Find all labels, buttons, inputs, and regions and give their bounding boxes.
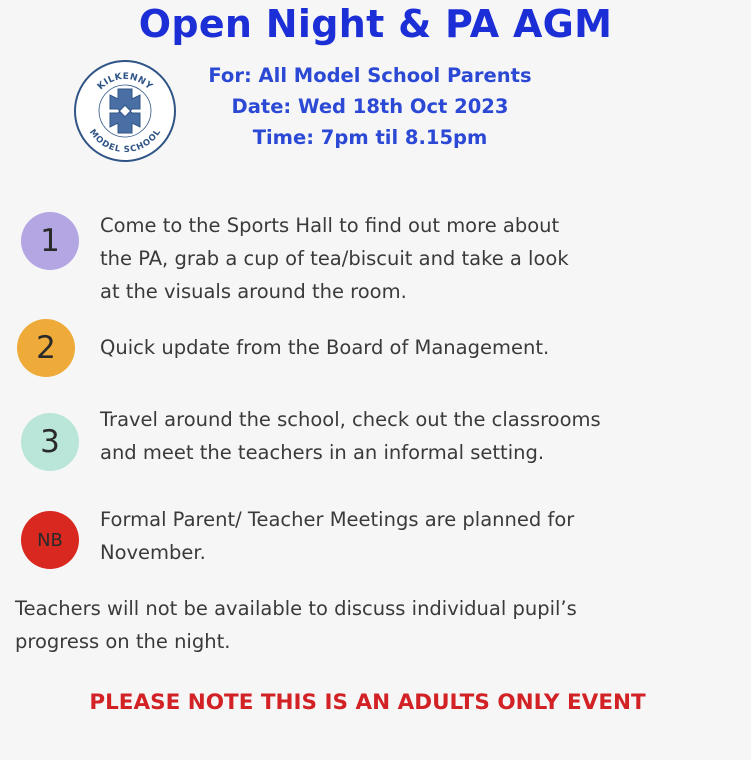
nb-badge: NB	[21, 511, 79, 569]
school-crest-logo	[73, 59, 177, 163]
time-line: Time: 7pm til 8.15pm	[252, 126, 488, 149]
adults-only-warning: PLEASE NOTE THIS IS AN ADULTS ONLY EVENT	[89, 690, 646, 715]
nb-line-1: Formal Parent/ Teacher Meetings are planned for	[100, 508, 575, 531]
nb-line-2: November.	[100, 541, 206, 564]
logo-top-text: KILKENNY	[95, 71, 155, 93]
nb-text	[100, 503, 740, 569]
step-3-line-1: Travel around the school, check out the classrooms	[100, 408, 601, 431]
step-3-text	[100, 403, 740, 469]
step-1-text	[100, 209, 740, 308]
step-3-badge: 3	[21, 413, 79, 471]
event-details	[170, 60, 570, 153]
availability-note	[15, 592, 735, 658]
step-1-line-2: the PA, grab a cup of tea/biscuit and take a look	[100, 247, 569, 270]
step-1-badge: 1	[21, 212, 79, 270]
page-title: Open Night & PA AGM	[138, 2, 613, 46]
note-line-2: progress on the night.	[15, 630, 231, 653]
audience-line: For: All Model School Parents	[208, 64, 532, 87]
date-line: Date: Wed 18th Oct 2023	[231, 95, 509, 118]
step-2-line-1: Quick update from the Board of Management.	[100, 336, 550, 359]
logo-bottom-text: MODEL SCHOOL	[86, 127, 164, 156]
step-2-text	[100, 331, 740, 364]
step-3-line-2: and meet the teachers in an informal setting.	[100, 441, 545, 464]
step-1-line-3: at the visuals around the room.	[100, 280, 407, 303]
step-2-badge: 2	[17, 319, 75, 377]
note-line-1: Teachers will not be available to discuss individual pupil’s	[15, 597, 577, 620]
step-1-line-1: Come to the Sports Hall to find out more about	[100, 214, 560, 237]
